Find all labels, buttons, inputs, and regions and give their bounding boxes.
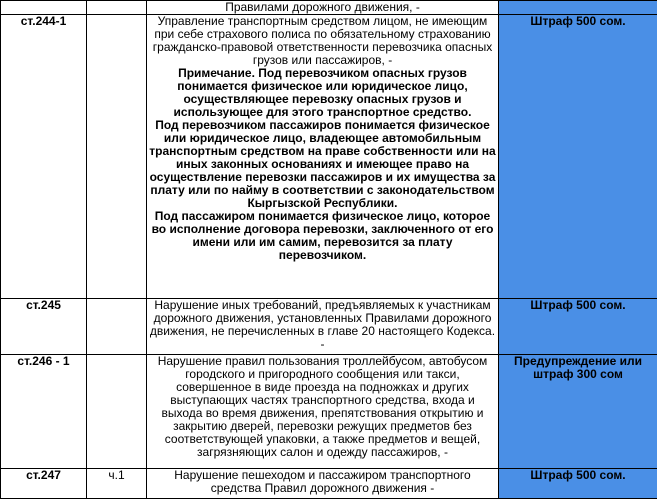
- article-cell: ст.244-1: [1, 15, 87, 299]
- note-paragraph: Под пассажиром понимается физическое лицо, которое во исполнение договора перевозки, заключенного от его имени или им самим, перевозится за плату перевозчиком.: [149, 210, 496, 262]
- table-row: [1, 469, 657, 499]
- table-row: [1, 355, 657, 469]
- penalty-cell: Штраф 500 сом.: [499, 299, 657, 355]
- article-cell: ст.246 - 1: [1, 355, 87, 469]
- offense-text-cell: Нарушение правил пользования троллейбусом, автобусом городского и пригородного сообщения или такси, совершенное в виде проезда на подножках и других выступающих частях транспортного средства, входа и выхода во время движения, препятствования открытию и закрытию дверей, перевозки режущих предметов без соответствующей упаковки, а также предметов и вещей, загрязняющих салон и одежду пассажиров, -: [147, 355, 499, 469]
- penalty-cell: Штраф 500 сом.: [499, 469, 657, 499]
- note-paragraph: Примечание. Под перевозчиком опасных грузов понимается физическое или юридическое лицо, осуществляющее перевозку опасных грузов и использующее для этого транспортное средство.: [149, 67, 496, 119]
- penalty-cell: Предупреждение или штраф 300 сом: [499, 355, 657, 469]
- penalty-cell: Штраф 500 сом.: [499, 15, 657, 299]
- table-row: [1, 299, 657, 355]
- part-cell: [87, 15, 147, 299]
- offense-text-cell: Нарушение иных требований, предъявляемых к участникам дорожного движения, установленных Правилами дорожного движения, не перечисленных в главе 20 настоящего Кодекса. -: [147, 299, 499, 355]
- article-cell: [1, 1, 87, 15]
- offense-text-cell: Нарушение пешеходом и пассажиром транспортного средства Правил дорожного движения -: [147, 469, 499, 499]
- table-row: [1, 15, 657, 299]
- part-cell: [87, 1, 147, 15]
- article-cell: ст.245: [1, 299, 87, 355]
- note-paragraph: Под перевозчиком пассажиров понимается физическое или юридическое лицо, владеющее автомобильным транспортным средством на праве собственности или на иных законных основаниях и имеющее право на осуществление перевозки пассажиров и их имущества за плату или по найму в соответствии с законодательством Кыргызской Республики.: [149, 119, 496, 210]
- part-cell: [87, 355, 147, 469]
- part-cell: [87, 299, 147, 355]
- offense-text-cell: Правилами дорожного движения, -: [147, 1, 499, 15]
- penalty-cell: [499, 1, 657, 15]
- article-cell: ст.247: [1, 469, 87, 499]
- offense-text-cell: [147, 15, 499, 299]
- table-row: [1, 1, 657, 15]
- part-cell: ч.1: [87, 469, 147, 499]
- offense-text: Управление транспортным средством лицом, не имеющим при себе страхового полиса по обязательному страхованию гражданско-правовой ответственности перевозчика опасных грузов или пассажиров, -: [149, 15, 496, 67]
